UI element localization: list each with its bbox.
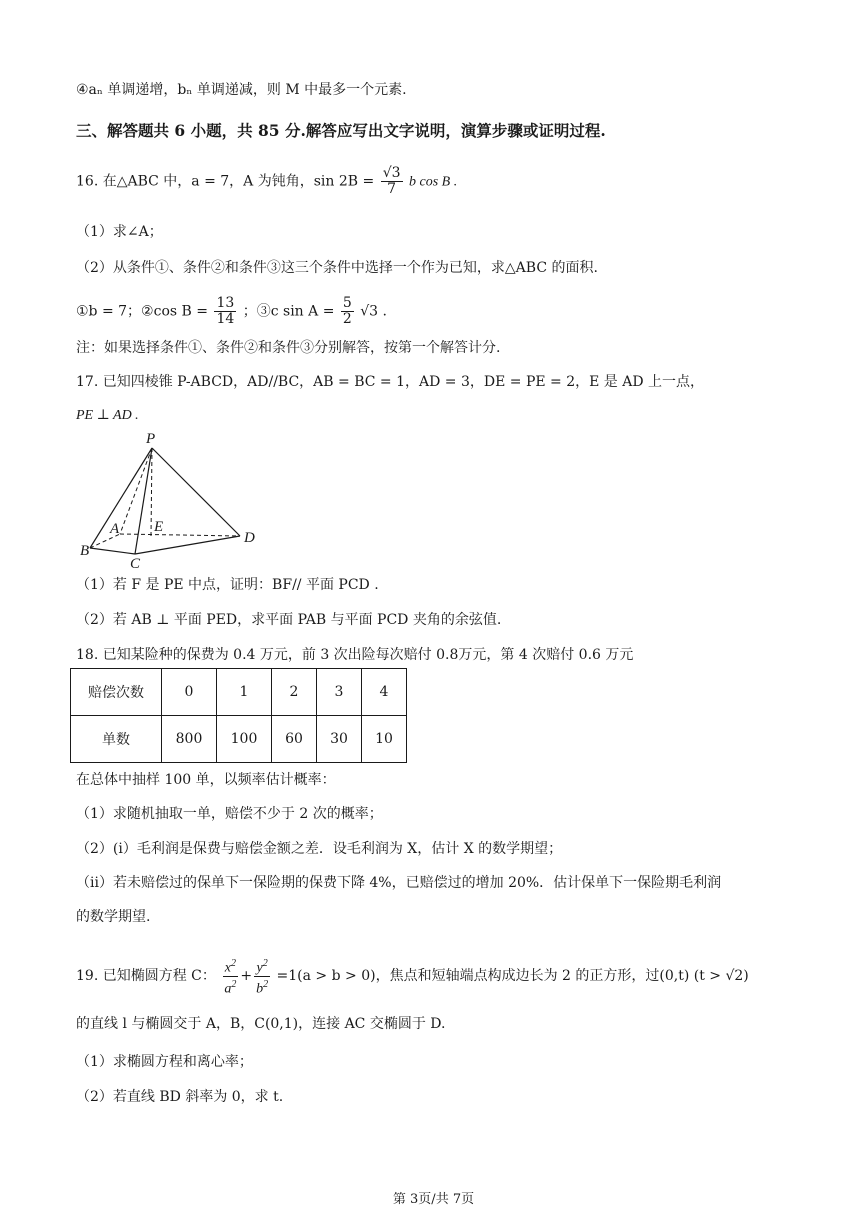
q18-sampling: 在总体中抽样 100 单，以频率估计概率：: [76, 772, 336, 788]
q16-frac-den: 7: [387, 181, 397, 197]
question-16: [76, 166, 457, 197]
q16-cond3-tail: √3 .: [360, 303, 387, 320]
table-cell: 800: [162, 716, 217, 763]
q18-part4: 的数学期望.: [76, 909, 151, 925]
q16-part1: （1）求∠A；: [76, 224, 163, 240]
q16-part2: （2）从条件①、条件②和条件③这三个条件中选择一个作为已知，求△ABC 的面积.: [76, 260, 598, 276]
q19-y-num: y: [256, 960, 263, 976]
q19-y-den: b: [256, 981, 264, 997]
label-c: C: [130, 556, 141, 570]
table-row: [71, 716, 407, 763]
q17-part1: （1）若 F 是 PE 中点，证明：BF// 平面 PCD .: [76, 577, 379, 593]
table-cell: 30: [317, 716, 362, 763]
claims-table: [70, 668, 407, 763]
q16-suffix: b cos B .: [409, 174, 458, 190]
q16-frac-num: √3: [382, 165, 401, 181]
q19-line2: 的直线 l 与椭圆交于 A，B，C(0,1)，连接 AC 交椭圆于 D.: [76, 1016, 446, 1032]
label-a: A: [110, 521, 120, 537]
statement-4: ④aₙ 单调递增，bₙ 单调递减，则 M 中最多一个元素.: [76, 82, 407, 98]
q19-part1: （1）求椭圆方程和离心率；: [76, 1054, 253, 1070]
label-d: D: [244, 530, 255, 546]
q19-rest: =1(a > b > 0)，焦点和短轴端点构成边长为 2 的正方形，过(0,t) (t > √2): [276, 968, 749, 985]
table-cell: 100: [217, 716, 272, 763]
label-b: B: [80, 543, 90, 559]
table-cell: 3: [317, 669, 362, 716]
q16-cond2-fraction: [214, 296, 236, 327]
q16-cond2-den: 14: [216, 311, 235, 327]
q18-part3: （ii）若未赔偿过的保单下一保险期的保费下降 4%，已赔偿过的增加 20%．估计保单下一保险期毛利润: [76, 875, 722, 891]
table-row: [71, 669, 407, 716]
q18-part2: （2）(i）毛利润是保费与赔偿金额之差．设毛利润为 X，估计 X 的数学期望；: [76, 841, 563, 857]
q19-part2: （2）若直线 BD 斜率为 0，求 t.: [76, 1089, 284, 1105]
q16-cond3-den: 2: [342, 311, 352, 327]
q17-part2: （2）若 AB ⊥ 平面 PED，求平面 PAB 与平面 PCD 夹角的余弦值.: [76, 612, 502, 628]
pyramid-figure: [78, 430, 278, 570]
table-cell: 4: [362, 669, 407, 716]
table-cell: 2: [272, 669, 317, 716]
label-p: P: [146, 431, 156, 447]
label-e: E: [154, 519, 164, 535]
question-19: 19. 已知椭圆方程 C： $\frac{x^2}{a^2}$ + $\frac{y^2}{b^2}$ =1(a > b > 0)，焦点和短轴端点构成边长为 2 的正方形，过(0,t) (t > √2): [76, 958, 749, 997]
q16-text: 16. 在△ABC 中，a = 7，A 为钝角，sin 2B =: [76, 173, 375, 190]
question-18: 18. 已知某险种的保费为 0.4 万元，前 3 次出险每次赔付 0.8万元，第 4 次赔付 0.6 万元: [76, 647, 634, 663]
q16-fraction: [381, 166, 403, 197]
q19-x-num: x: [224, 960, 231, 976]
q19-x-exp: 2: [230, 958, 236, 969]
q19-y-exp: 2: [262, 958, 268, 969]
q19-x-den-exp: 2: [231, 978, 237, 990]
q19-lead: 19. 已知椭圆方程 C：: [76, 968, 216, 985]
question-17: 17. 已知四棱锥 P-ABCD，AD//BC，AB = BC = 1，AD = 3，DE = PE = 2，E 是 AD 上一点，: [76, 374, 705, 390]
q19-x-den: a: [224, 981, 232, 997]
table-cell: 60: [272, 716, 317, 763]
q19-x-fraction: [222, 956, 238, 996]
page-footer: 第 3页/共 7页: [392, 1192, 475, 1207]
q16-cond1: ①b = 7；②cos B =: [76, 303, 208, 320]
q16-cond3-fraction: [341, 296, 354, 327]
q16-cond3-num: 5: [342, 295, 352, 311]
section-heading: 三、解答题共 6 小题，共 85 分.解答应写出文字说明，演算步骤或证明过程.: [76, 121, 606, 140]
q16-conditions: [76, 296, 387, 327]
q19-y-fraction: [254, 956, 270, 996]
q16-cond3: ；③c sin A =: [242, 303, 335, 320]
q18-part1: （1）求随机抽取一单，赔偿不少于 2 次的概率；: [76, 806, 383, 822]
q17-line2: PE ⊥ AD .: [76, 408, 139, 423]
q16-cond2-num: 13: [216, 295, 235, 311]
table-cell: 10: [362, 716, 407, 763]
q19-y-den-exp: 2: [263, 978, 269, 990]
table-row-label: 单数: [71, 716, 162, 763]
table-cell: 0: [162, 669, 217, 716]
table-cell: 1: [217, 669, 272, 716]
q16-note: 注：如果选择条件①、条件②和条件③分别解答，按第一个解答计分.: [76, 340, 501, 356]
table-header-label: 赔偿次数: [71, 669, 162, 716]
